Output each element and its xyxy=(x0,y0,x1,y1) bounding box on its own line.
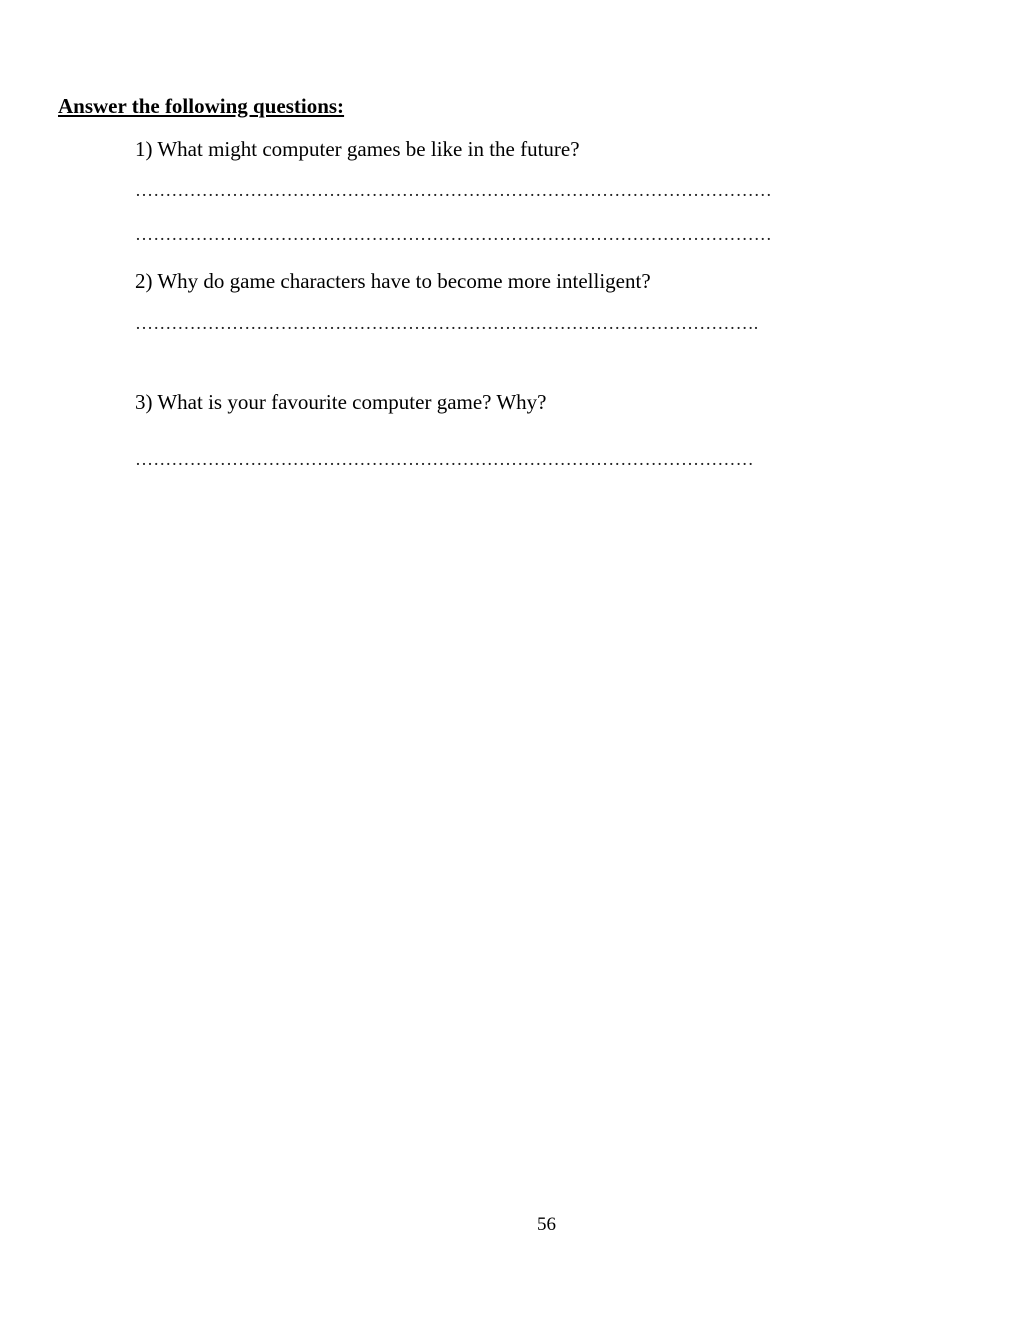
question-2: 2) Why do game characters have to become more intelligent? xyxy=(135,269,651,293)
answer-line-1b: …………………………………………………………………………………………… xyxy=(135,224,772,244)
answer-line-2a: …………………………………………………………………………………………. xyxy=(135,313,759,333)
page-number: 56 xyxy=(537,1214,556,1235)
answer-line-1a: …………………………………………………………………………………………… xyxy=(135,180,772,200)
answer-line-3a: ………………………………………………………………………………………… xyxy=(135,449,754,469)
question-3: 3) What is your favourite computer game? Why? xyxy=(135,390,547,414)
worksheet-heading: Answer the following questions: xyxy=(58,94,345,118)
question-1: 1) What might computer games be like in the future? xyxy=(135,137,580,161)
